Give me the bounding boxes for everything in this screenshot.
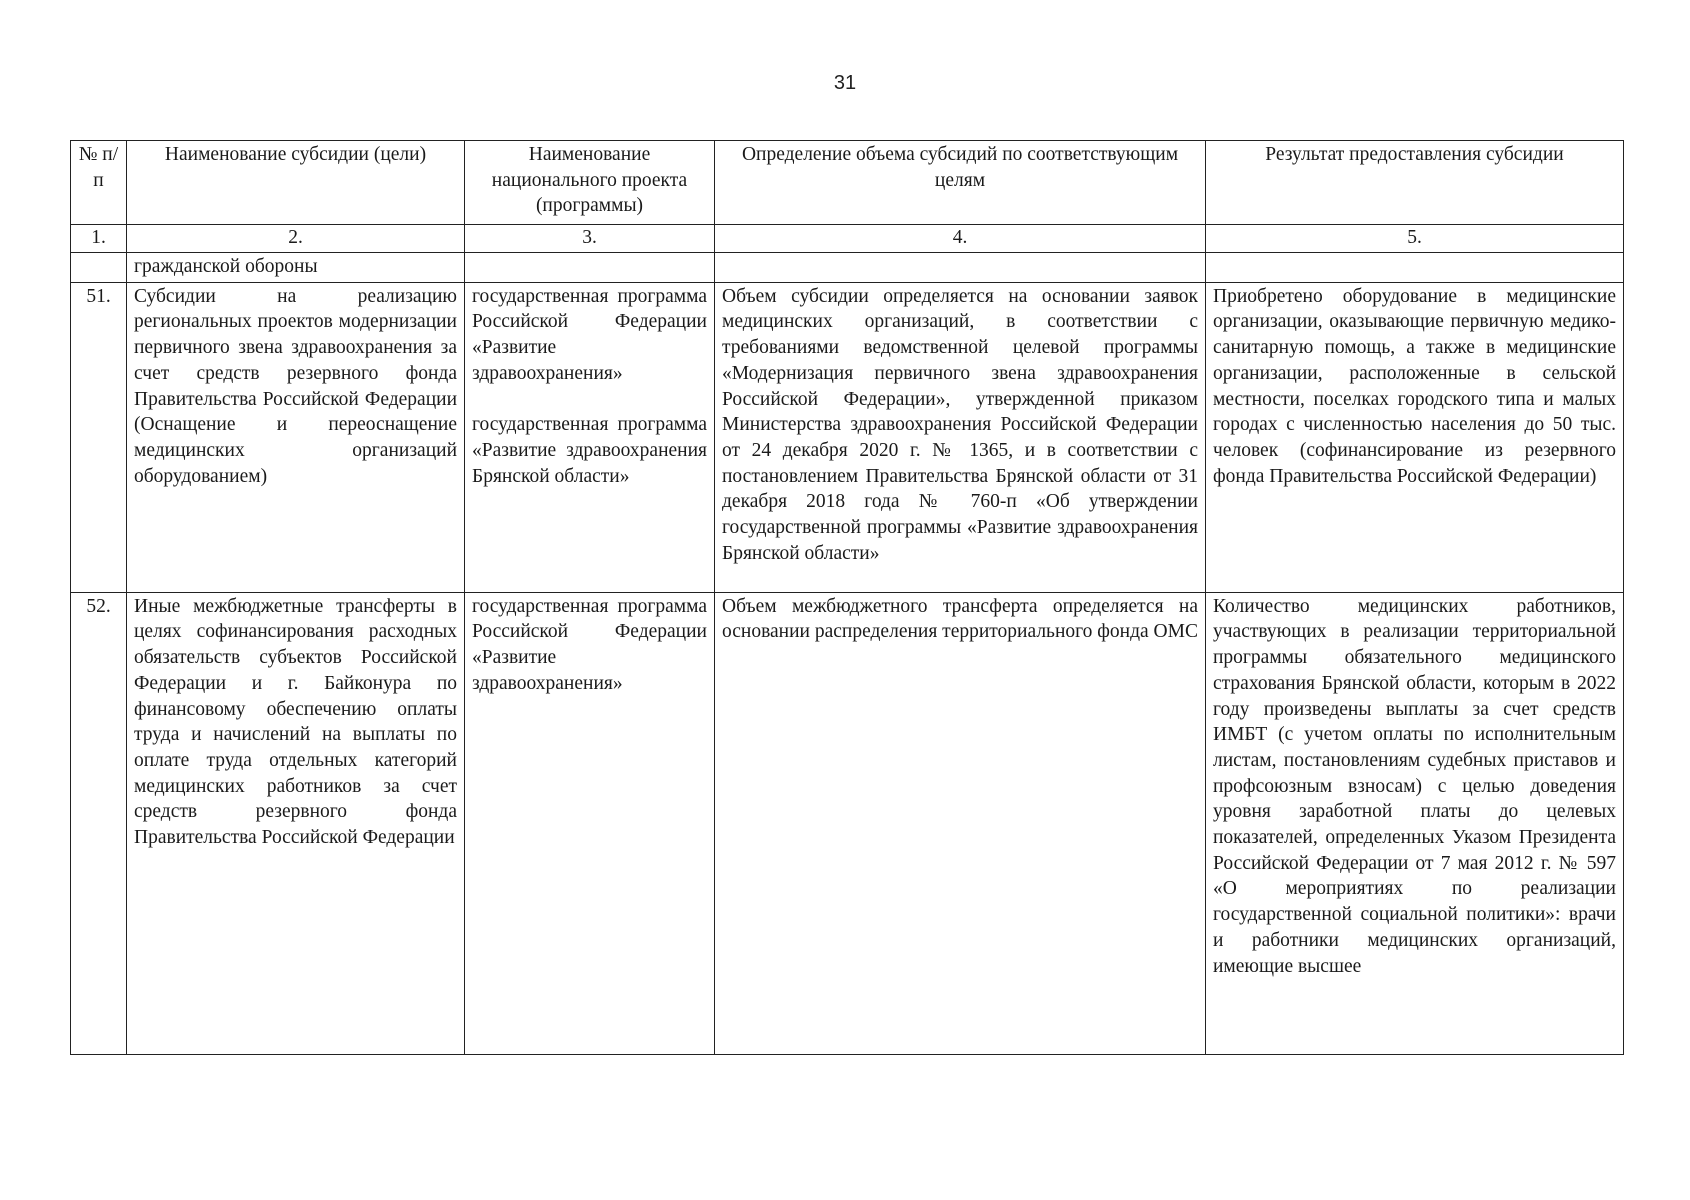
table-row-51	[71, 282, 1624, 592]
volume-definition-cell	[715, 282, 1206, 592]
subsidy-table	[70, 140, 1624, 1055]
volume-definition: Объем межбюджетного трансферта определяется на основании распределения территориального фонда ОМС	[722, 595, 1198, 643]
header-national-project: Наименование национального проекта (программы)	[465, 141, 715, 225]
volume-definition-cell	[715, 592, 1206, 1054]
continuation-volume	[715, 253, 1206, 283]
column-number-3: 3.	[465, 225, 715, 253]
result-cell	[1206, 592, 1624, 1054]
result-cell	[1206, 282, 1624, 592]
row-number: 52.	[71, 592, 127, 1054]
header-result: Результат предоставления субсидии	[1206, 141, 1624, 225]
subsidy-name: Субсидии на реализацию региональных проектов модернизации первичного звена здравоохранения за счет средств резервного фонда Правительства Российской Федерации (Оснащение и переоснащение медицинских организаций оборудованием)	[134, 285, 457, 487]
volume-definition: Объем субсидии определяется на основании заявок медицинских организаций, в соответствии с требованиями ведомственной целевой программы «Модернизация первичного звена здравоохранения Российской Федерации», утвержденной приказом Министерства здравоохранения Российской Федерации от 24 декабря 2020 г. № 1365, и в соответствии с постановлением Правительства Брянской области от 31 декабря 2018 года № 760-п «Об утверждении государственной программы «Развитие здравоохранения Брянской области»	[722, 285, 1198, 564]
column-number-1: 1.	[71, 225, 127, 253]
program-federal: государственная программа Российской Федерации «Развитие здравоохранения»	[472, 285, 707, 384]
subsidy-result: Количество медицинских работников, участвующих в реализации территориальной программы обязательного медицинского страхования Брянской области, которым в 2022 году произведены выплаты за счет средств ИМБТ (с учетом оплаты по исполнительным листам, постановлениям судебных приставов и профсоюзным взносам) с целью доведения уровня заработной платы до целевых показателей, определенных Указом Президента Российской Федерации от 7 мая 2012 г. № 597 «О мероприятиях по реализации государственной социальной политики»: врачи и работники медицинских организаций, имеющие высшее	[1213, 595, 1616, 977]
column-number-2: 2.	[127, 225, 465, 253]
column-number-4: 4.	[715, 225, 1206, 253]
header-subsidy-name: Наименование субсидии (цели)	[127, 141, 465, 225]
header-volume-definition: Определение объема субсидий по соответствующим целям	[715, 141, 1206, 225]
subsidy-name-cell	[127, 592, 465, 1054]
continuation-result	[1206, 253, 1624, 283]
continuation-program	[465, 253, 715, 283]
program-regional: государственная программа «Развитие здравоохранения Брянской области»	[472, 414, 707, 487]
program-federal: государственная программа Российской Федерации «Развитие здравоохранения»	[472, 595, 707, 694]
table-row-continuation	[71, 253, 1624, 283]
page-number: 31	[833, 72, 857, 94]
column-number-row	[71, 225, 1624, 253]
national-project-cell	[465, 592, 715, 1054]
row-number: 51.	[71, 282, 127, 592]
table-header-row	[71, 141, 1624, 225]
subsidy-result: Приобретено оборудование в медицинские организации, оказывающие первичную медико-санитарную помощь, а также в медицинские организации, расположенные в сельской местности, поселках городского типа и малых городах с численностью населения до 50 тыс. человек (софинансирование из резервного фонда Правительства Российской Федерации)	[1213, 285, 1616, 487]
continuation-name: гражданской обороны	[127, 253, 465, 283]
national-project-cell	[465, 282, 715, 592]
column-number-5: 5.	[1206, 225, 1624, 253]
continuation-num	[71, 253, 127, 283]
subsidy-name: Иные межбюджетные трансферты в целях софинансирования расходных обязательств субъектов Российской Федерации и г. Байконура по финансовому обеспечению оплаты труда и начислений на выплаты по оплате труда отдельных категорий медицинских работников за счет средств резервного фонда Правительства Российской Федерации	[134, 595, 457, 849]
table-row-52	[71, 592, 1624, 1054]
header-number: № п/п	[71, 141, 127, 225]
subsidy-name-cell	[127, 282, 465, 592]
paragraph-gap	[472, 387, 707, 413]
